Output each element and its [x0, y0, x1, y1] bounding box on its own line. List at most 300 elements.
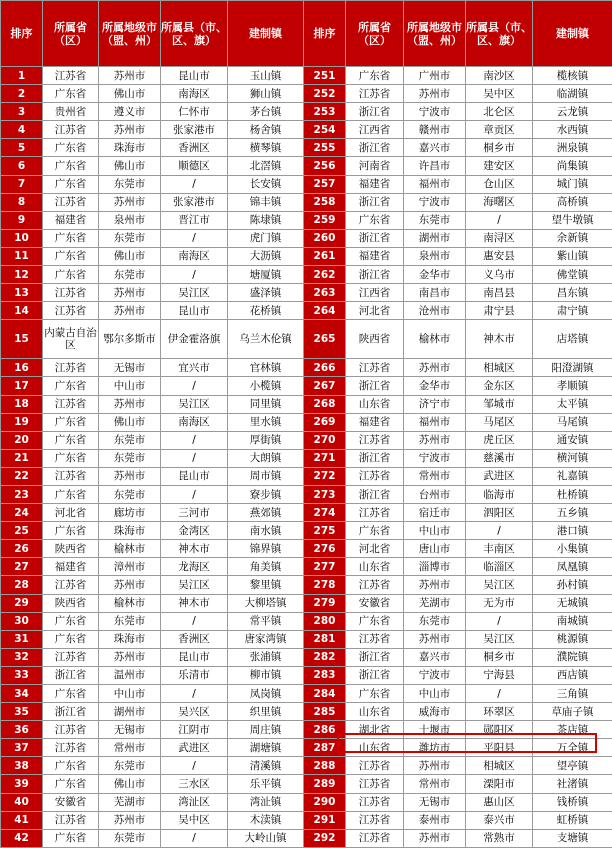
cell-rank: 11: [1, 247, 43, 265]
cell-city: 泉州市: [99, 211, 161, 229]
cell-town: 余新镇: [533, 229, 612, 247]
cell-county: /: [161, 829, 228, 847]
cell-county: /: [161, 757, 228, 775]
cell-county: 肃宁县: [466, 302, 533, 320]
cell-rank: 14: [1, 302, 43, 320]
cell-province: 山东省: [346, 395, 404, 413]
header-town: 建制镇: [533, 1, 612, 67]
cell-rank: 1: [1, 67, 43, 85]
cell-county: 江阴市: [161, 721, 228, 739]
cell-rank: 23: [1, 485, 43, 503]
cell-province: 浙江省: [346, 139, 404, 157]
cell-province: 浙江省: [346, 266, 404, 284]
cell-city: 泉州市: [404, 247, 466, 265]
cell-city: 佛山市: [99, 775, 161, 793]
cell-rank: 254: [304, 121, 346, 139]
cell-town: 社渚镇: [533, 775, 612, 793]
cell-province: 江苏省: [346, 576, 404, 594]
cell-city: 许昌市: [404, 157, 466, 175]
cell-county: 昆山市: [161, 67, 228, 85]
cell-town: 官林镇: [228, 359, 304, 377]
cell-county: 南沙区: [466, 67, 533, 85]
cell-county: 南海区: [161, 413, 228, 431]
cell-rank: 16: [1, 359, 43, 377]
cell-town: 榄核镇: [533, 67, 612, 85]
cell-town: 湖塘镇: [228, 739, 304, 757]
table-row: [1, 558, 612, 576]
cell-rank: 19: [1, 413, 43, 431]
table-row: [1, 504, 612, 522]
cell-town: 虎门镇: [228, 229, 304, 247]
cell-town: 西店镇: [533, 666, 612, 684]
cell-county: 常熟市: [466, 829, 533, 847]
cell-city: 嘉兴市: [404, 139, 466, 157]
cell-city: 苏州市: [404, 431, 466, 449]
cell-city: 常州市: [99, 739, 161, 757]
cell-county: 慈溪市: [466, 449, 533, 467]
cell-county: /: [161, 229, 228, 247]
cell-province: 广东省: [43, 413, 99, 431]
cell-province: 广东省: [43, 612, 99, 630]
cell-county: /: [161, 449, 228, 467]
cell-province: 广东省: [43, 449, 99, 467]
table-row: [1, 247, 612, 265]
cell-city: 珠海市: [99, 522, 161, 540]
cell-county: 金湾区: [161, 522, 228, 540]
cell-rank: 6: [1, 157, 43, 175]
cell-town: 大沥镇: [228, 247, 304, 265]
cell-county: 章贡区: [466, 121, 533, 139]
cell-province: 江苏省: [43, 395, 99, 413]
cell-city: 威海市: [404, 703, 466, 721]
cell-city: 常州市: [404, 775, 466, 793]
cell-rank: 32: [1, 648, 43, 666]
cell-province: 陕西省: [43, 594, 99, 612]
table-row: [1, 229, 612, 247]
cell-city: 福州市: [404, 175, 466, 193]
table-row: [1, 193, 612, 211]
cell-town: 三角镇: [533, 685, 612, 703]
cell-rank: 282: [304, 648, 346, 666]
cell-town: 横河镇: [533, 449, 612, 467]
cell-province: 江西省: [346, 121, 404, 139]
cell-province: 广东省: [43, 485, 99, 503]
cell-city: 榆林市: [99, 594, 161, 612]
cell-province: 江西省: [346, 284, 404, 302]
cell-town: 周市镇: [228, 467, 304, 485]
cell-town: 锦界镇: [228, 540, 304, 558]
cell-rank: 273: [304, 485, 346, 503]
cell-city: 济宁市: [404, 395, 466, 413]
cell-rank: 263: [304, 284, 346, 302]
cell-rank: 41: [1, 811, 43, 829]
cell-town: 万全镇: [533, 739, 612, 757]
cell-county: 吴中区: [466, 85, 533, 103]
cell-city: 宁波市: [404, 666, 466, 684]
cell-county: 义乌市: [466, 266, 533, 284]
cell-province: 河北省: [346, 540, 404, 558]
table-row: [1, 811, 612, 829]
cell-city: 芜湖市: [404, 594, 466, 612]
cell-county: 环翠区: [466, 703, 533, 721]
cell-province: 广东省: [346, 67, 404, 85]
cell-city: 东莞市: [404, 612, 466, 630]
cell-county: 三河市: [161, 504, 228, 522]
table-row: [1, 139, 612, 157]
cell-rank: 261: [304, 247, 346, 265]
cell-town: 昌东镇: [533, 284, 612, 302]
cell-town: 大岭山镇: [228, 829, 304, 847]
cell-town: 里水镇: [228, 413, 304, 431]
cell-city: 苏州市: [404, 630, 466, 648]
cell-town: 南水镇: [228, 522, 304, 540]
cell-county: 丰南区: [466, 540, 533, 558]
cell-county: 溧阳市: [466, 775, 533, 793]
cell-county: 北仑区: [466, 103, 533, 121]
cell-county: 昆山市: [161, 467, 228, 485]
cell-province: 江苏省: [346, 757, 404, 775]
cell-city: 佛山市: [99, 157, 161, 175]
cell-county: 宜兴市: [161, 359, 228, 377]
cell-town: 城门镇: [533, 175, 612, 193]
cell-city: 苏州市: [99, 193, 161, 211]
cell-rank: 271: [304, 449, 346, 467]
cell-province: 浙江省: [346, 648, 404, 666]
cell-city: 榆林市: [404, 320, 466, 359]
cell-town: 尚集镇: [533, 157, 612, 175]
cell-rank: 286: [304, 721, 346, 739]
cell-town: 凤凰镇: [533, 558, 612, 576]
cell-city: 嘉兴市: [404, 648, 466, 666]
cell-province: 江苏省: [43, 67, 99, 85]
cell-rank: 264: [304, 302, 346, 320]
cell-town: 望亭镇: [533, 757, 612, 775]
cell-city: 潍坊市: [404, 739, 466, 757]
cell-rank: 25: [1, 522, 43, 540]
cell-province: 陕西省: [346, 320, 404, 359]
cell-rank: 15: [1, 320, 43, 359]
cell-town: 大朗镇: [228, 449, 304, 467]
cell-town: 大柳塔镇: [228, 594, 304, 612]
header-city: 所属地级市（盟、州）: [404, 1, 466, 67]
cell-town: 小榄镇: [228, 377, 304, 395]
cell-town: 横琴镇: [228, 139, 304, 157]
cell-province: 浙江省: [346, 377, 404, 395]
cell-county: 香洲区: [161, 139, 228, 157]
cell-rank: 278: [304, 576, 346, 594]
cell-county: 吴中区: [161, 811, 228, 829]
cell-county: 湾沚区: [161, 793, 228, 811]
cell-county: 虎丘区: [466, 431, 533, 449]
cell-province: 湖北省: [346, 721, 404, 739]
table-row: [1, 431, 612, 449]
cell-town: 湾沚镇: [228, 793, 304, 811]
cell-province: 江苏省: [346, 467, 404, 485]
cell-city: 苏州市: [404, 85, 466, 103]
cell-city: 苏州市: [99, 648, 161, 666]
table-row: [1, 211, 612, 229]
cell-province: 山东省: [346, 558, 404, 576]
cell-town: 虹桥镇: [533, 811, 612, 829]
table-row: [1, 485, 612, 503]
cell-city: 苏州市: [404, 576, 466, 594]
cell-town: 濮院镇: [533, 648, 612, 666]
cell-city: 漳州市: [99, 558, 161, 576]
cell-province: 浙江省: [346, 449, 404, 467]
table-row: [1, 320, 612, 359]
cell-county: 昆山市: [161, 302, 228, 320]
cell-rank: 8: [1, 193, 43, 211]
cell-province: 广东省: [43, 266, 99, 284]
cell-province: 福建省: [43, 558, 99, 576]
cell-county: 海曙区: [466, 193, 533, 211]
table-row: [1, 85, 612, 103]
cell-province: 陕西省: [43, 540, 99, 558]
cell-county: 相城区: [466, 757, 533, 775]
cell-town: 锦丰镇: [228, 193, 304, 211]
cell-city: 珠海市: [99, 139, 161, 157]
table-row: [1, 359, 612, 377]
cell-county: 仁怀市: [161, 103, 228, 121]
cell-province: 广东省: [43, 229, 99, 247]
cell-city: 廊坊市: [99, 504, 161, 522]
cell-rank: 13: [1, 284, 43, 302]
header-province: 所属省（区）: [346, 1, 404, 67]
cell-city: 湖州市: [99, 703, 161, 721]
cell-town: 茅台镇: [228, 103, 304, 121]
cell-city: 台州市: [404, 485, 466, 503]
cell-city: 宁波市: [404, 193, 466, 211]
cell-city: 广州市: [404, 67, 466, 85]
cell-province: 江苏省: [346, 359, 404, 377]
cell-county: 神木市: [161, 540, 228, 558]
cell-town: 玉山镇: [228, 67, 304, 85]
cell-county: /: [161, 431, 228, 449]
cell-town: 清溪镇: [228, 757, 304, 775]
cell-town: 盛泽镇: [228, 284, 304, 302]
cell-province: 广东省: [346, 612, 404, 630]
cell-town: 桃源镇: [533, 630, 612, 648]
cell-rank: 289: [304, 775, 346, 793]
cell-province: 广东省: [346, 211, 404, 229]
cell-rank: 288: [304, 757, 346, 775]
table-row: [1, 757, 612, 775]
cell-county: 临淄区: [466, 558, 533, 576]
cell-province: 广东省: [43, 757, 99, 775]
cell-county: 神木市: [161, 594, 228, 612]
cell-city: 温州市: [99, 666, 161, 684]
cell-town: 临湖镇: [533, 85, 612, 103]
cell-city: 东莞市: [99, 175, 161, 193]
cell-province: 广东省: [43, 85, 99, 103]
cell-province: 广东省: [43, 775, 99, 793]
cell-province: 福建省: [43, 211, 99, 229]
cell-rank: 267: [304, 377, 346, 395]
cell-rank: 3: [1, 103, 43, 121]
cell-rank: 255: [304, 139, 346, 157]
cell-rank: 5: [1, 139, 43, 157]
cell-city: 宿迁市: [404, 504, 466, 522]
cell-rank: 22: [1, 467, 43, 485]
table-row: [1, 266, 612, 284]
cell-city: 沧州市: [404, 302, 466, 320]
cell-county: 香洲区: [161, 630, 228, 648]
cell-rank: 257: [304, 175, 346, 193]
cell-rank: 30: [1, 612, 43, 630]
cell-town: 通安镇: [533, 431, 612, 449]
cell-county: 南海区: [161, 247, 228, 265]
cell-city: 常州市: [404, 467, 466, 485]
cell-rank: 287: [304, 739, 346, 757]
cell-rank: 28: [1, 576, 43, 594]
cell-county: 龙海区: [161, 558, 228, 576]
cell-county: /: [161, 612, 228, 630]
table-row: [1, 540, 612, 558]
cell-province: 江苏省: [43, 811, 99, 829]
cell-rank: 251: [304, 67, 346, 85]
cell-town: 木渎镇: [228, 811, 304, 829]
table-row: [1, 284, 612, 302]
cell-rank: 36: [1, 721, 43, 739]
cell-town: 张浦镇: [228, 648, 304, 666]
cell-province: 江苏省: [43, 302, 99, 320]
table-row: [1, 793, 612, 811]
cell-province: 广东省: [43, 685, 99, 703]
cell-province: 江苏省: [43, 739, 99, 757]
header-county: 所属县（市、区、旗）: [466, 1, 533, 67]
cell-province: 广东省: [346, 685, 404, 703]
cell-town: 塘厦镇: [228, 266, 304, 284]
cell-city: 淄博市: [404, 558, 466, 576]
cell-rank: 4: [1, 121, 43, 139]
cell-rank: 17: [1, 377, 43, 395]
cell-city: 无锡市: [404, 793, 466, 811]
header-row: [1, 1, 612, 67]
cell-city: 苏州市: [404, 829, 466, 847]
cell-town: 云龙镇: [533, 103, 612, 121]
cell-city: 金华市: [404, 377, 466, 395]
cell-city: 遵义市: [99, 103, 161, 121]
cell-rank: 292: [304, 829, 346, 847]
cell-province: 江苏省: [43, 721, 99, 739]
cell-rank: 284: [304, 685, 346, 703]
cell-town: 周庄镇: [228, 721, 304, 739]
cell-town: 肃宁镇: [533, 302, 612, 320]
cell-town: 杨舍镇: [228, 121, 304, 139]
cell-province: 贵州省: [43, 103, 99, 121]
cell-town: 紫山镇: [533, 247, 612, 265]
cell-rank: 2: [1, 85, 43, 103]
cell-town: 孙村镇: [533, 576, 612, 594]
cell-rank: 38: [1, 757, 43, 775]
cell-county: 南昌县: [466, 284, 533, 302]
cell-county: 临海市: [466, 485, 533, 503]
cell-province: 浙江省: [346, 229, 404, 247]
table-row: [1, 630, 612, 648]
cell-county: 邹城市: [466, 395, 533, 413]
table-row: [1, 121, 612, 139]
cell-town: 同里镇: [228, 395, 304, 413]
cell-province: 河南省: [346, 157, 404, 175]
table-row: [1, 612, 612, 630]
cell-county: 张家港市: [161, 193, 228, 211]
cell-province: 江苏省: [346, 793, 404, 811]
cell-city: 十堰市: [404, 721, 466, 739]
cell-rank: 39: [1, 775, 43, 793]
cell-province: 安徽省: [43, 793, 99, 811]
cell-county: 神木市: [466, 320, 533, 359]
cell-province: 江苏省: [346, 504, 404, 522]
cell-city: 苏州市: [99, 467, 161, 485]
cell-county: 金东区: [466, 377, 533, 395]
cell-province: 江苏省: [43, 467, 99, 485]
cell-county: 泗阳区: [466, 504, 533, 522]
cell-town: 唐家湾镇: [228, 630, 304, 648]
cell-province: 福建省: [346, 175, 404, 193]
cell-city: 苏州市: [99, 67, 161, 85]
cell-rank: 272: [304, 467, 346, 485]
cell-rank: 27: [1, 558, 43, 576]
cell-city: 唐山市: [404, 540, 466, 558]
cell-rank: 291: [304, 811, 346, 829]
cell-province: 江苏省: [346, 630, 404, 648]
table-row: [1, 67, 612, 85]
cell-city: 南昌市: [404, 284, 466, 302]
cell-rank: 274: [304, 504, 346, 522]
cell-town: 礼嘉镇: [533, 467, 612, 485]
cell-rank: 275: [304, 522, 346, 540]
cell-town: 太平镇: [533, 395, 612, 413]
cell-rank: 35: [1, 703, 43, 721]
cell-county: 乐清市: [161, 666, 228, 684]
cell-city: 苏州市: [404, 359, 466, 377]
cell-town: 草庙子镇: [533, 703, 612, 721]
cell-city: 无锡市: [99, 721, 161, 739]
cell-city: 东莞市: [99, 266, 161, 284]
cell-city: 珠海市: [99, 630, 161, 648]
cell-city: 中山市: [99, 685, 161, 703]
cell-province: 浙江省: [43, 666, 99, 684]
cell-county: 武进区: [466, 467, 533, 485]
table-row: [1, 703, 612, 721]
cell-town: 常平镇: [228, 612, 304, 630]
header-rank: 排序: [304, 1, 346, 67]
cell-rank: 42: [1, 829, 43, 847]
cell-city: 苏州市: [99, 811, 161, 829]
cell-county: /: [161, 175, 228, 193]
cell-province: 浙江省: [346, 193, 404, 211]
table-row: [1, 395, 612, 413]
cell-city: 榆林市: [99, 540, 161, 558]
cell-rank: 259: [304, 211, 346, 229]
cell-rank: 37: [1, 739, 43, 757]
cell-city: 芜湖市: [99, 793, 161, 811]
cell-rank: 31: [1, 630, 43, 648]
cell-town: 店塔镇: [533, 320, 612, 359]
cell-province: 山东省: [346, 703, 404, 721]
cell-rank: 24: [1, 504, 43, 522]
cell-city: 苏州市: [404, 757, 466, 775]
cell-province: 广东省: [346, 522, 404, 540]
cell-rank: 7: [1, 175, 43, 193]
cell-town: 乌兰木伦镇: [228, 320, 304, 359]
cell-city: 东莞市: [404, 211, 466, 229]
cell-rank: 262: [304, 266, 346, 284]
cell-town: 支塘镇: [533, 829, 612, 847]
cell-city: 中山市: [99, 377, 161, 395]
table-row: [1, 413, 612, 431]
cell-town: 角美镇: [228, 558, 304, 576]
